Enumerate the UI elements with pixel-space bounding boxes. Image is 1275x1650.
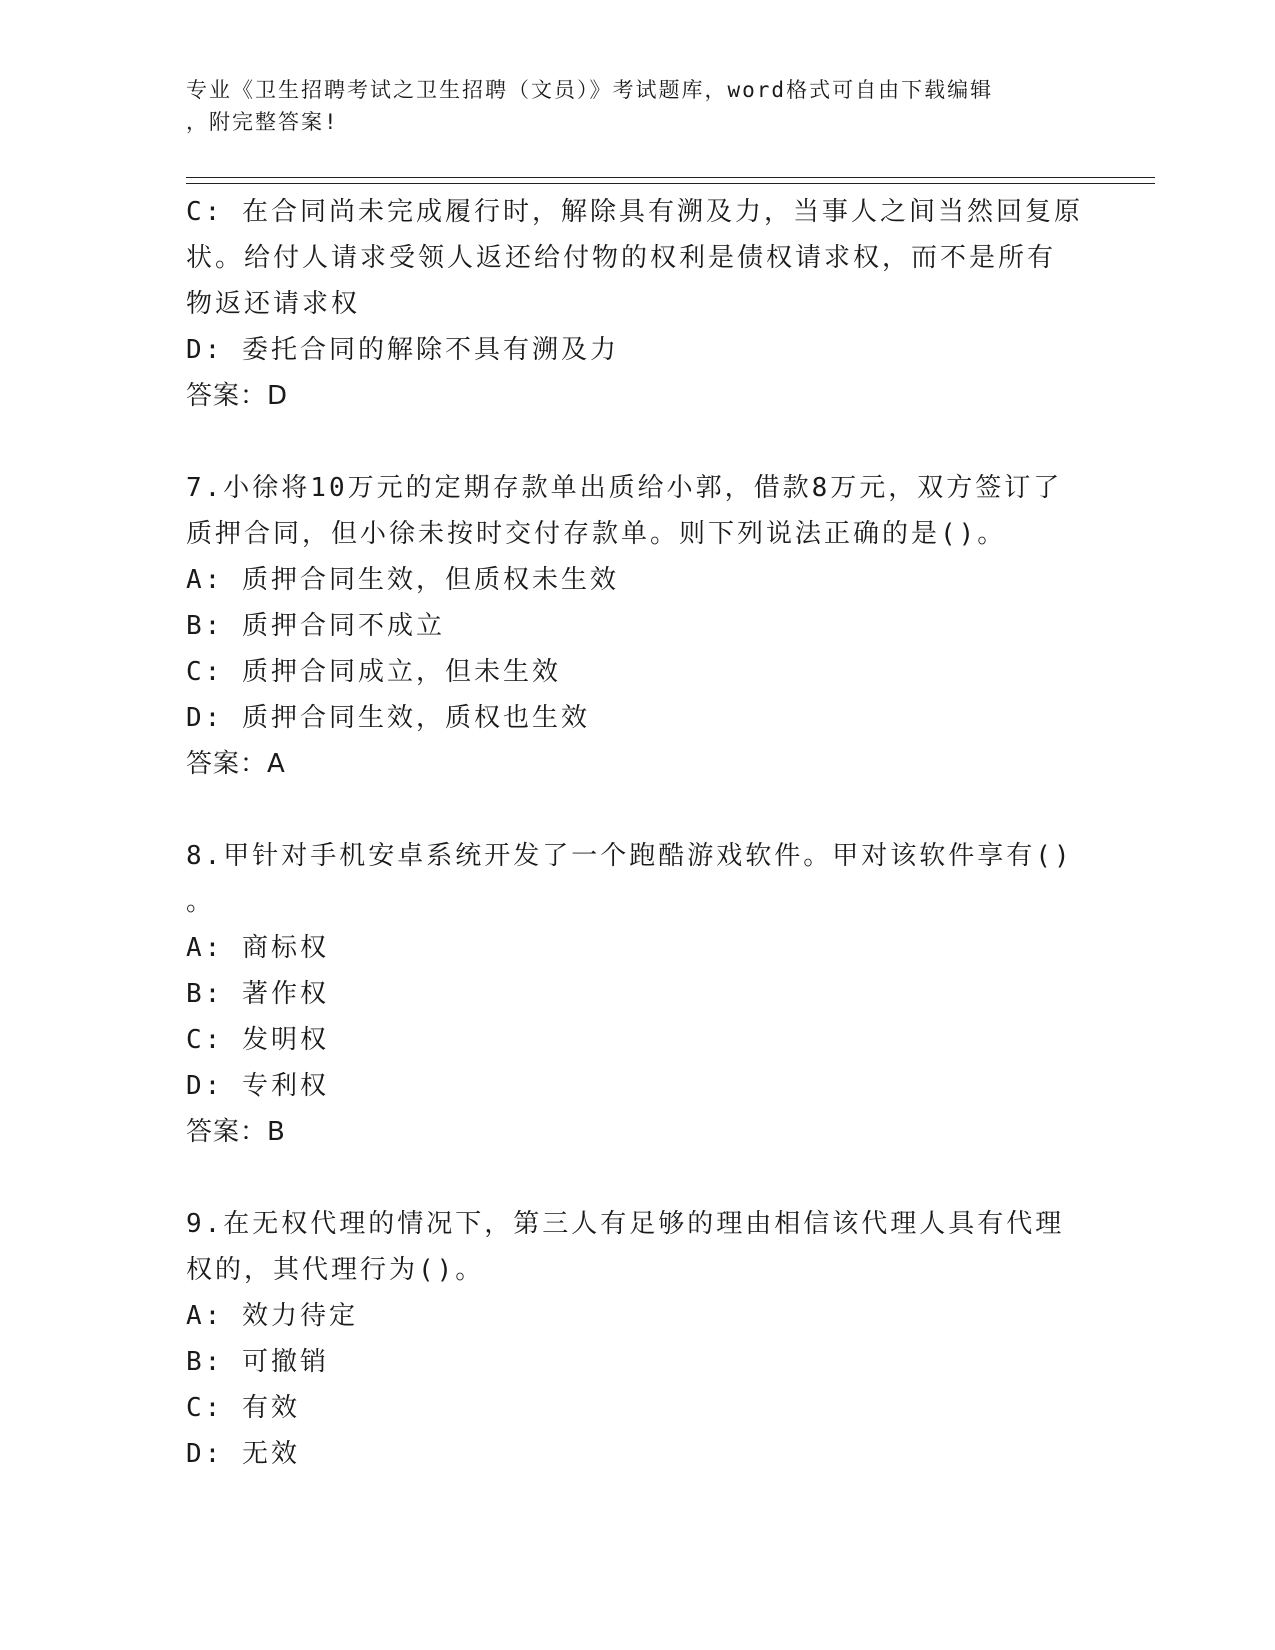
- option-c: C: 质押合同成立，但未生效: [186, 657, 561, 687]
- spacer: [186, 787, 1106, 833]
- option-a: A: 商标权: [186, 933, 329, 963]
- question-stem-line-2: 质押合同，但小徐未按时交付存款单。则下列说法正确的是()。: [186, 519, 1007, 549]
- question-7: [186, 465, 1106, 787]
- question-stem-line-1: 7.小徐将10万元的定期存款单出质给小郭，借款8万元，双方签订了: [186, 473, 1063, 503]
- option-c-line-3: 物返还请求权: [186, 289, 361, 319]
- option-c-line-2: 状。给付人请求受领人返还给付物的权利是债权请求权，而不是所有: [186, 243, 1057, 273]
- spacer: [186, 1155, 1106, 1201]
- option-b: B: 著作权: [186, 979, 329, 1009]
- option-b: B: 可撤销: [186, 1347, 329, 1377]
- option-d: D: 质押合同生效，质权也生效: [186, 703, 590, 733]
- option-b: B: 质押合同不成立: [186, 611, 445, 641]
- option-c-line-1: C: 在合同尚未完成履行时，解除具有溯及力，当事人之间当然回复原: [186, 197, 1083, 227]
- header-title-line-1: 专业《卫生招聘考试之卫生招聘（文员）》考试题库，word格式可自由下载编辑: [186, 78, 994, 102]
- option-d: D: 无效: [186, 1439, 300, 1469]
- option-c: C: 发明权: [186, 1025, 329, 1055]
- option-c: C: 有效: [186, 1393, 300, 1423]
- question-stem-line-2: 权的，其代理行为()。: [186, 1255, 485, 1285]
- header-divider-bottom: [186, 183, 1155, 184]
- option-a: A: 质押合同生效，但质权未生效: [186, 565, 619, 595]
- question-stem-line-1: 8.甲针对手机安卓系统开发了一个跑酷游戏软件。甲对该软件享有(): [186, 841, 1073, 871]
- option-a: A: 效力待定: [186, 1301, 358, 1331]
- question-8: [186, 833, 1106, 1155]
- question-list: [186, 189, 1106, 1477]
- answer-label: 答案：D: [186, 381, 289, 411]
- document-header: [186, 74, 1066, 138]
- question-6-continued: [186, 189, 1106, 419]
- question-stem-line-2: 。: [186, 887, 216, 917]
- answer-label: 答案：A: [186, 749, 286, 779]
- header-title-line-2: ，附完整答案!: [186, 110, 339, 134]
- answer-label: 答案：B: [186, 1117, 286, 1147]
- option-d: D: 专利权: [186, 1071, 329, 1101]
- question-stem-line-1: 9.在无权代理的情况下，第三人有足够的理由相信该代理人具有代理: [186, 1209, 1065, 1239]
- option-d: D: 委托合同的解除不具有溯及力: [186, 335, 619, 365]
- header-divider-top: [186, 177, 1155, 178]
- question-9: [186, 1201, 1106, 1477]
- spacer: [186, 419, 1106, 465]
